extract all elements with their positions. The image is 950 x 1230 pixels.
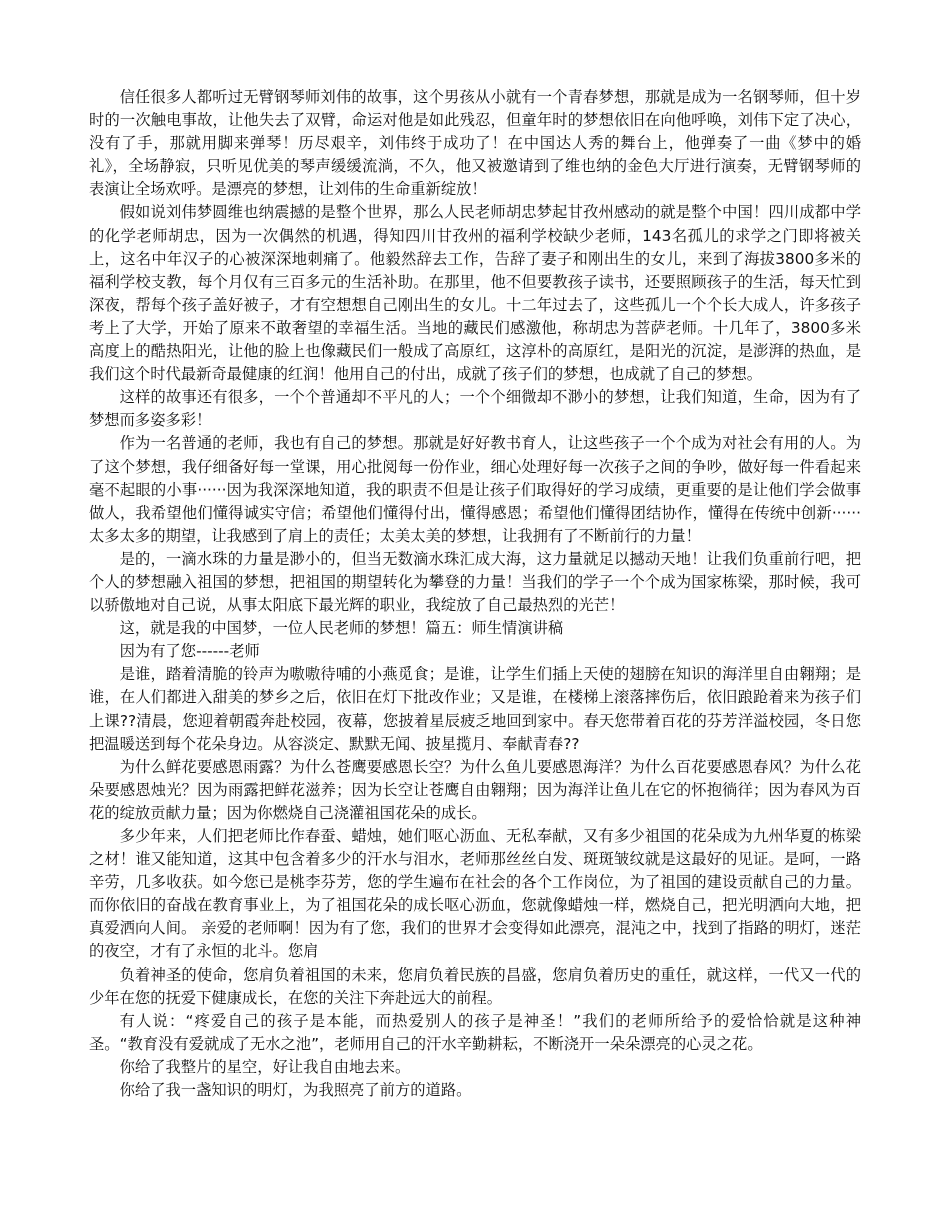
speech-title: 因为有了您------老师	[119, 642, 260, 661]
document-body	[89, 86, 861, 1102]
paragraph-teacher-dedication: 多少年来，人们把老师比作春蚕、蜡烛，她们呕心沥血、无私奉献，又有多少祖国的花朵成为九州华夏的栋梁之材！谁又能知道，这其中包含着多少的汗水与泪水，老师那丝丝白发、斑斑皱纹就是这最好的见证。是呵，一路辛劳，几多收获。如今您已是桃李芬芳，您的学生遍布在社会的各个工作岗位，为了祖国的建设贡献自己的力量。而你依旧的奋战在教育事业上，为了祖国花朵的成长呕心沥血，您就像蜡烛一样，燃烧自己，把光明洒向大地，把真爱洒向人间。 亲爱的老师啊！因为有了您，我们的世界才会变得如此漂亮，混沌之中，找到了指路的明灯，迷茫的夜空，才有了永恒的北斗。您肩	[89, 827, 861, 961]
paragraph-gratitude-questions: 为什么鲜花要感恩雨露？为什么苍鹰要感恩长空？为什么鱼儿要感恩海洋？为什么百花要感恩春风？为什么花朵要感恩烛光？因为雨露把鲜花滋养；因为长空让苍鹰自由翱翔；因为海洋让鱼儿在它的怀抱徜徉；因为春风为百花的绽放贡献力量；因为你燃烧自己浇灌祖国花朵的成长。	[89, 757, 861, 822]
paragraph-many-stories: 这样的故事还有很多，一个个普通却不平凡的人；一个个细微却不渺小的梦想，让我们知道，生命，因为有了梦想而多姿多彩！	[89, 388, 861, 430]
paragraph-sacred-mission: 负着神圣的使命，您肩负着祖国的未来，您肩负着民族的昌盛，您肩负着历史的重任，就这样，一代又一代的少年在您的抚爱下健康成长，在您的关注下奔赴远大的前程。	[89, 965, 861, 1007]
paragraph-who-is-it: 是谁，踏着清脆的铃声为嗷嗷待哺的小燕觅食；是谁，让学生们插上天使的翅膀在知识的海洋里自由翱翔；是谁，在人们都进入甜美的梦乡之后，依旧在灯下批改作业；又是谁，在楼梯上滚落摔伤后，依旧踉跄着来为孩子们上课??清晨，您迎着朝霞奔赴校园，夜幕，您披着星辰疲乏地回到家中。春天您带着百花的芬芳洋溢校园，冬日您把温暖送到每个花朵身边。从容淡定、默默无闻、披星揽月、奉献青春??	[89, 665, 861, 753]
paragraph-knowledge-lamp: 你给了我一盏知识的明灯，为我照亮了前方的道路。	[119, 1081, 472, 1100]
paragraph-liu-wei-story: 信任很多人都听过无臂钢琴师刘伟的故事，这个男孩从小就有一个青春梦想，那就是成为一名钢琴师，但十岁时的一次触电事故，让他失去了双臂，命运对他是如此残忍，但童年时的梦想依旧在向他呼唤，刘伟下定了决心，没有了手，那就用脚来弹琴！历尽艰辛，刘伟终于成功了！在中国达人秀的舞台上，他弹奏了一曲《梦中的婚礼》，全场静寂，只听见优美的琴声缓缓流淌，不久，他又被邀请到了维也纳的金色大厅进行演奏，无臂钢琴师的表演让全场欢呼。是漂亮的梦想，让刘伟的生命重新绽放！	[89, 88, 861, 199]
paragraph-chinese-dream: 这，就是我的中国梦，一位人民老师的梦想！篇五：师生情演讲稿	[119, 619, 564, 638]
paragraph-starry-sky: 你给了我整片的星空，好让我自由地去来。	[119, 1057, 411, 1076]
paragraph-hu-zhong-story: 假如说刘伟梦圆维也纳震撼的是整个世界，那么人民老师胡忠梦起甘孜州感动的就是整个中国！四川成都中学的化学老师胡忠，因为一次偶然的机遇，得知四川甘孜州的福利学校缺少老师，143名孤儿的求学之门即将被关上，这名中年汉子的心被深深地刺痛了。他毅然辞去工作，告辞了妻子和刚出生的女儿，来到了海拔3800多米的福利学校支教，每个月仅有三百多元的生活补助。在那里，他不但要教孩子读书，还要照顾孩子的生活，每天忙到深夜，帮每个孩子盖好被子，才有空想想自己刚出生的女儿。十二年过去了，这些孤儿一个个长大成人，许多孩子考上了大学，开始了原来不敢奢望的幸福生活。当地的藏民们感激他，称胡忠为菩萨老师。十几年了，3800多米高度上的酷热阳光，让他的脸上也像藏民们一般成了高原红，这淳朴的高原红，是阳光的沉淀，是澎湃的热血，是我们这个时代最新奇最健康的红润！他用自己的付出，成就了孩子们的梦想，也成就了自己的梦想。	[89, 203, 861, 384]
paragraph-water-drop: 是的，一滴水珠的力量是渺小的，但当无数滴水珠汇成大海，这力量就足以撼动天地！让我们负重前行吧，把个人的梦想融入祖国的梦想，把祖国的期望转化为攀登的力量！当我们的学子一个个成为国家栋梁，那时候，我可以骄傲地对自己说，从事太阳底下最光辉的职业，我绽放了自己最热烈的光芒！	[89, 549, 861, 615]
paragraph-my-dream: 作为一名普通的老师，我也有自己的梦想。那就是好好教书育人，让这些孩子一个个成为对社会有用的人。为了这个梦想，我仔细备好每一堂课，用心批阅每一份作业，细心处理好每一次孩子之间的争吵，做好每一件看起来毫不起眼的小事······因为我深深地知道，我的职责不但是让孩子们取得好的学习成绩，更重要的是让他们学会做事做人，我希望他们懂得诚实守信；希望他们懂得付出，懂得感恩；希望他们懂得团结协作，懂得在传统中创新······太多太多的期望，让我感到了肩上的责任；太美太美的梦想，让我拥有了不断前行的力量！	[89, 434, 861, 545]
paragraph-love-quote: 有人说：“疼爱自己的孩子是本能，而热爱别人的孩子是神圣！”我们的老师所给予的爱恰恰就是这种神圣。“教育没有爱就成了无水之池”，老师用自己的汗水辛勤耕耘，不断浇开一朵朵漂亮的心灵之花。	[89, 1011, 861, 1053]
